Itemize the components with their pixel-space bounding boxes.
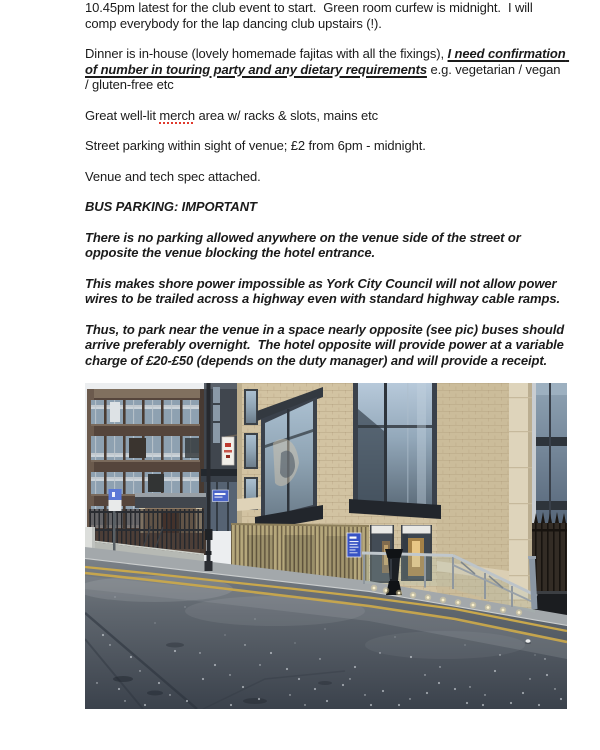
spellchecked-word: merch <box>159 107 195 123</box>
paragraph-text: Dinner is in-house (lovely homemade fajitas with all the fixings), <box>85 46 448 61</box>
paragraph-shore-power <box>85 276 567 307</box>
bay-window-right <box>349 383 441 519</box>
paragraph-text: e.g. vegetarian / vegan / gluten-free etc <box>85 61 564 92</box>
paragraph-merch <box>85 108 567 124</box>
paragraph-text: area w/ racks & slots, mains etc <box>194 107 379 123</box>
paragraph-dinner <box>85 46 570 93</box>
right-window-and-iron-fence <box>532 383 567 617</box>
small-windows <box>244 389 258 510</box>
paragraph-text: Street parking within sight of venue; £2 from 6pm - midnight. <box>85 138 426 153</box>
paragraph-text: This makes shore power impossible as York City Council will not allow power wires to be trailed across a highway even with standard highway cable ramps. <box>85 275 561 306</box>
paragraph-street-parking <box>85 138 567 154</box>
heading-text: BUS PARKING: IMPORTANT <box>85 199 257 214</box>
paragraph-attachments <box>85 169 567 185</box>
emphasized-dietary-request: I need confirmation of number in touring party and any dietary requirements <box>85 46 570 77</box>
street-photo-illustration <box>85 383 567 709</box>
litter <box>526 639 531 643</box>
paragraph-text: 10.45pm latest for the club event to start. Green room curfew is midnight. I will comp everybody for the lap dancing club upstairs (!). <box>85 0 537 31</box>
heading-bus-parking <box>85 199 567 215</box>
parking-notice-sign <box>347 533 361 557</box>
street-name-sign <box>213 490 229 502</box>
paragraph-overnight-parking <box>85 322 567 369</box>
paragraph-text: Venue and tech spec attached. <box>85 168 261 184</box>
paragraph-club-event <box>85 0 567 31</box>
stone-pillar <box>509 383 532 599</box>
paragraph-text: Great well-lit <box>85 107 160 123</box>
paragraph-no-parking <box>85 230 567 261</box>
venue-street-photo <box>85 383 567 709</box>
paragraph-text: Thus, to park near the venue in a space nearly opposite (see pic) buses should arrive preferably overnight. The hotel opposite will provide power at a variable charge of £20-£50 (depends on the duty manager) and will provide a receipt. <box>85 321 568 368</box>
bay-window-left <box>255 387 323 531</box>
paragraph-text: There is no parking allowed anywhere on the venue side of the street or opposite the venue blocking the hotel entrance. <box>85 229 525 260</box>
